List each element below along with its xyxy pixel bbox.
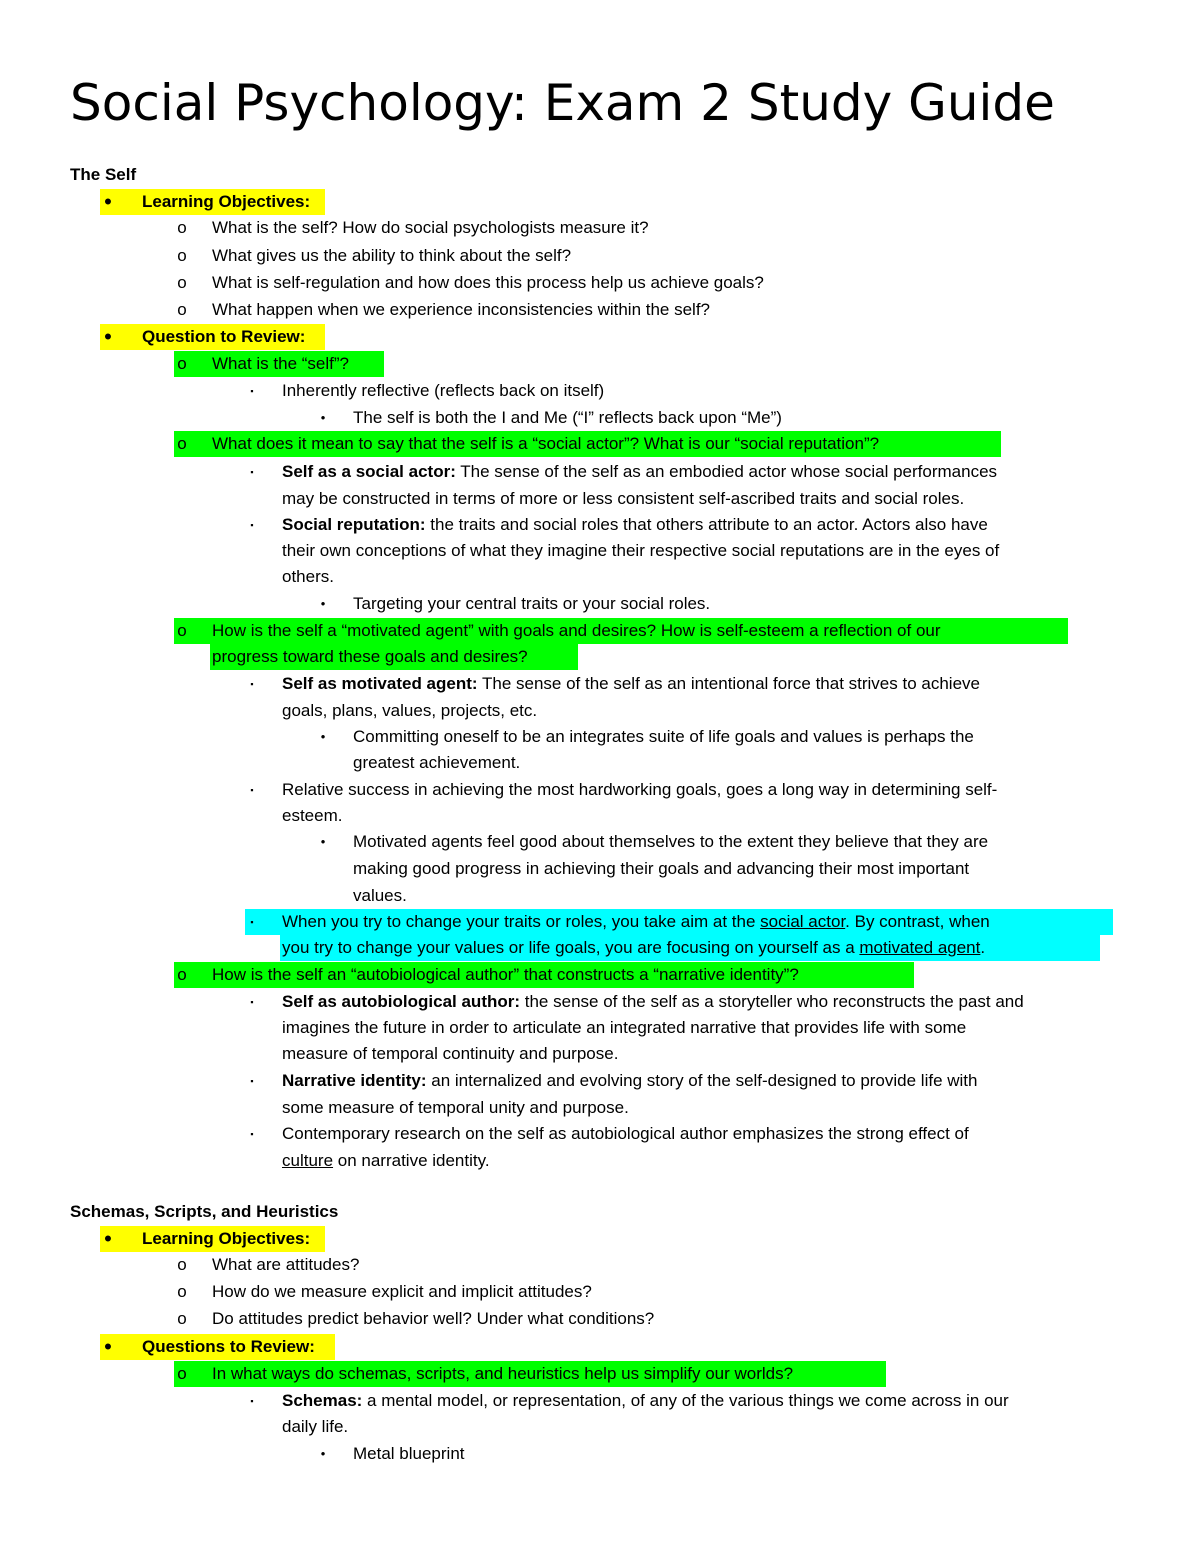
bullet-icon: •	[320, 596, 326, 611]
document-title: Social Psychology: Exam 2 Study Guide	[70, 74, 1055, 132]
circle-bullet-icon: o	[177, 273, 187, 292]
circle-bullet-icon: o	[177, 246, 187, 265]
document-page: Social Psychology: Exam 2 Study Guide The Self • Learning Objectives: o What is the self? How do social psychologists measure it? o What gives us the ability to think about the self? o What is self-regulation and how does this process help us achieve goals? o What happen when we experience inconsistencies within the self? • Question to Review: o What is the “self”? ▪ Inherently reflective (reflects back on itself) • The self is both the I and Me (“I” reflects back upon “Me”) o What does it mean to say that the self is a “social actor”? What is our “social reputation”? ▪ Self as a social actor: The sense of the self as an embodied actor whose social performances may be constructed in terms of more or less consistent self-ascribed traits and social roles. ▪ Social reputation: the traits and social roles that others attribute to an actor. Actors also have their own conceptions of what they imagine their respective social reputations are in the eyes of others. • Targeting your central traits or your social roles. o How is the self a “motivated agent” with goals and desires? How is self-esteem a reflection of our progress toward these goals and desires? ▪ Self as motivated agent: The sense of the self as an intentional force that strives to achieve goals, plans, values, projects, etc. • Committing oneself to be an integrates suite of life goals and values is perhaps the greatest achievement. ▪ Relative success in achieving the most hardworking goals, goes a long way in determining self- esteem. • Motivated agents feel good about themselves to the extent they believe that they are making good progress in achieving their goals and advancing their most important values. ▪ When you try to change your traits or roles, you take aim at the social actor. By contrast, when you try to change your values or life goals, you are focusing on yourself as a motivated agent. o How is the self an “autobiological author” that constructs a “narrative identity”? ▪ Self as autobiological author: the sense of the self as a storyteller who reconstructs the past and imagines the future in order to articulate an integrated narrative that provides life with some measure of temporal continuity and purpose. ▪ Narrative identity: an internalized and evolving story of the self-designed to provide life with some measure of temporal unity and purpose. ▪ Contemporary research on the self as autobiological author emphasizes the strong effect of culture on narrative identity. Schemas, Scripts, and Heuristics • Learning Objectives: o What are attitudes? o How do we measure explicit and implicit attitudes? o Do attitudes predict behavior well? Under what conditions? • Questions to Review: o In what ways do schemas, scripts, and heuristics help us simplify our worlds? ▪ Schemas: a mental model, or representation, of any of the various things we come across in our daily life. • Metal blueprint	[0, 0, 1200, 1553]
section-heading-text: The Self	[70, 165, 137, 184]
bullet-icon: •	[320, 1446, 326, 1461]
circle-bullet-icon: o	[177, 300, 187, 319]
bullet-icon: •	[104, 189, 112, 214]
underlined-term: social actor	[760, 912, 846, 931]
circle-bullet-icon: o	[177, 218, 187, 237]
square-bullet-icon: ▪	[250, 785, 254, 795]
term-label: Narrative identity:	[282, 1071, 427, 1090]
square-bullet-icon: ▪	[250, 1129, 254, 1139]
square-bullet-icon: ▪	[250, 997, 254, 1007]
term-label: Social reputation:	[282, 515, 426, 534]
circle-bullet-icon: o	[177, 621, 187, 640]
term-label: Self as a social actor:	[282, 462, 456, 481]
bullet-icon: •	[320, 834, 326, 849]
questions-to-review-label: Questions to Review:	[142, 1337, 315, 1356]
learning-objectives-label: Learning Objectives:	[142, 192, 311, 211]
square-bullet-icon: ▪	[250, 520, 254, 530]
circle-bullet-icon: o	[177, 1282, 187, 1301]
bullet-icon: •	[104, 1334, 112, 1359]
square-bullet-icon: ▪	[250, 679, 254, 689]
square-bullet-icon: ▪	[250, 917, 254, 927]
underlined-term: culture	[282, 1151, 334, 1170]
square-bullet-icon: ▪	[250, 467, 254, 477]
square-bullet-icon: ▪	[250, 1076, 254, 1086]
underlined-term: motivated agent	[859, 938, 981, 957]
circle-bullet-icon: o	[177, 434, 187, 453]
bullet-icon: •	[320, 410, 326, 425]
square-bullet-icon: ▪	[250, 386, 254, 396]
circle-bullet-icon: o	[177, 1364, 187, 1383]
square-bullet-icon: ▪	[250, 1396, 254, 1406]
bullet-icon: •	[104, 324, 112, 349]
term-label: Self as motivated agent:	[282, 674, 478, 693]
question-to-review-label: Question to Review:	[142, 327, 306, 346]
term-label: Schemas:	[282, 1391, 363, 1410]
bullet-icon: •	[104, 1226, 112, 1251]
learning-objectives-label: Learning Objectives:	[142, 1229, 311, 1248]
bullet-icon: •	[320, 729, 326, 744]
circle-bullet-icon: o	[177, 965, 187, 984]
circle-bullet-icon: o	[177, 1309, 187, 1328]
section-heading-text: Schemas, Scripts, and Heuristics	[70, 1202, 339, 1221]
term-label: Self as autobiological author:	[282, 992, 521, 1011]
circle-bullet-icon: o	[177, 354, 187, 373]
circle-bullet-icon: o	[177, 1255, 187, 1274]
